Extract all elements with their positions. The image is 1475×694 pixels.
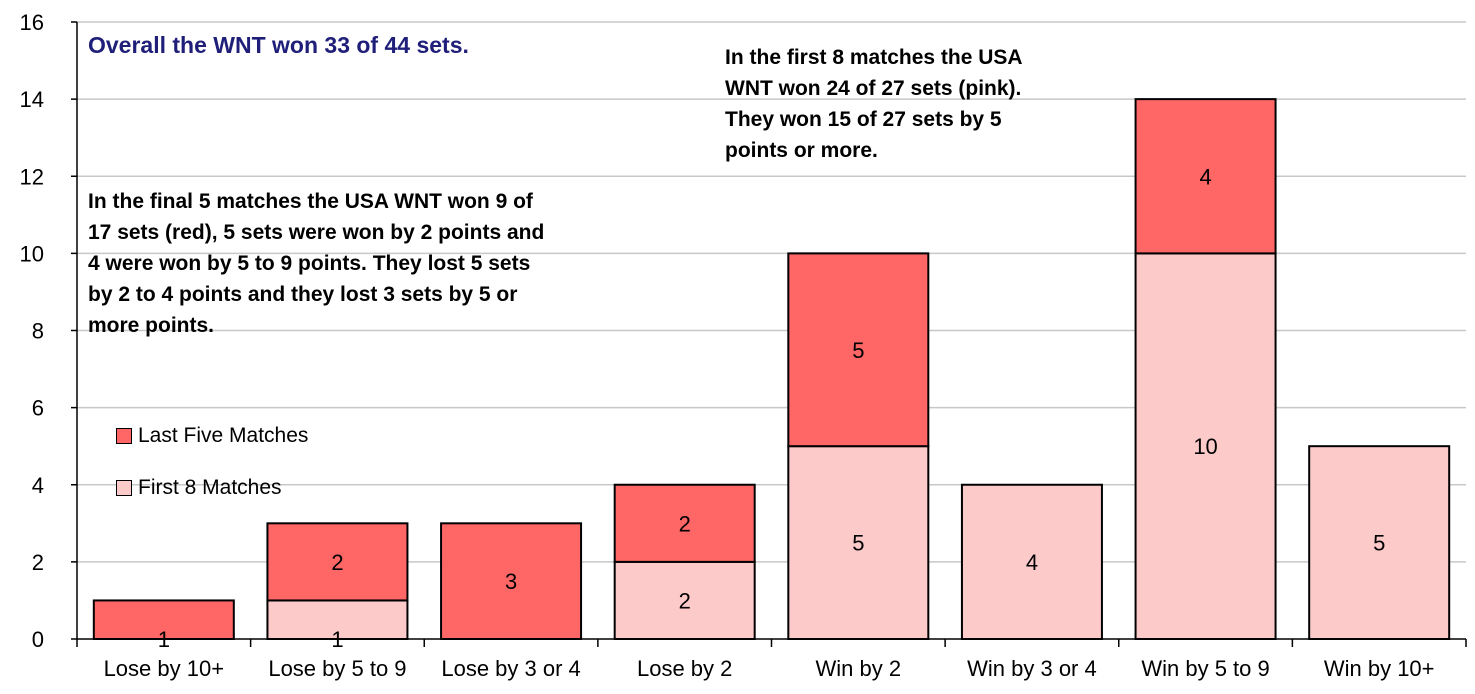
x-tick-label: Lose by 2 (636, 656, 733, 681)
y-tick-label: 8 (31, 318, 44, 344)
bars (94, 99, 1449, 639)
y-tick-label: 10 (19, 241, 44, 267)
data-label: 1 (331, 627, 344, 652)
annotation-first-matches: In the first 8 matches the USA WNT won 24 of 27 sets (pink). They won 15 of 27 sets by 5 points or more. (725, 46, 1023, 162)
y-tick-label: 6 (31, 395, 44, 421)
data-label: 5 (852, 337, 865, 363)
x-tick-label: Win by 5 to 9 (1141, 656, 1270, 681)
y-tick-label: 2 (31, 549, 44, 575)
y-tick-label: 14 (19, 87, 44, 113)
annotation-overall: Overall the WNT won 33 of 44 sets. (88, 32, 469, 58)
data-label: 3 (504, 569, 518, 595)
legend-swatch-last-five (116, 428, 132, 444)
y-tick-label: 16 (19, 10, 44, 35)
x-tick-label: Win by 3 or 4 (967, 656, 1097, 681)
legend-item-last-five (116, 424, 308, 448)
legend-item-first-eight (116, 476, 282, 500)
y-tick-label: 4 (31, 472, 44, 498)
data-label: 10 (1193, 434, 1218, 460)
data-label: 4 (1199, 164, 1212, 190)
x-tick-label: Lose by 10+ (103, 656, 225, 681)
x-tick-label: Win by 2 (815, 656, 902, 681)
annotation-final-matches: In the final 5 matches the USA WNT won 9 of 17 sets (red), 5 sets were won by 2 points and 4 were won by 5 to 9 points. They lost 5 sets by 2 to 4 points and they lost 3 sets by 5 or more points. (88, 190, 545, 337)
data-label: 1 (157, 627, 170, 652)
data-label: 2 (678, 588, 691, 614)
data-label: 2 (678, 511, 691, 537)
x-tick-label: Lose by 5 to 9 (268, 656, 407, 681)
legend-swatch-first-eight (116, 480, 132, 496)
legend-label-last-five: Last Five Matches (138, 424, 309, 447)
data-label: 5 (852, 530, 865, 556)
x-tick-label: Lose by 3 or 4 (441, 656, 581, 681)
y-tick-label: 12 (19, 164, 44, 190)
data-label: 4 (1025, 549, 1039, 575)
data-label: 2 (331, 549, 344, 575)
x-tick-labels (104, 656, 1435, 681)
legend-label-first-eight: First 8 Matches (138, 476, 282, 499)
y-tick-labels (20, 10, 44, 652)
data-label: 5 (1373, 530, 1386, 556)
y-tick-label: 0 (31, 627, 44, 652)
x-tick-label: Win by 10+ (1323, 656, 1435, 681)
